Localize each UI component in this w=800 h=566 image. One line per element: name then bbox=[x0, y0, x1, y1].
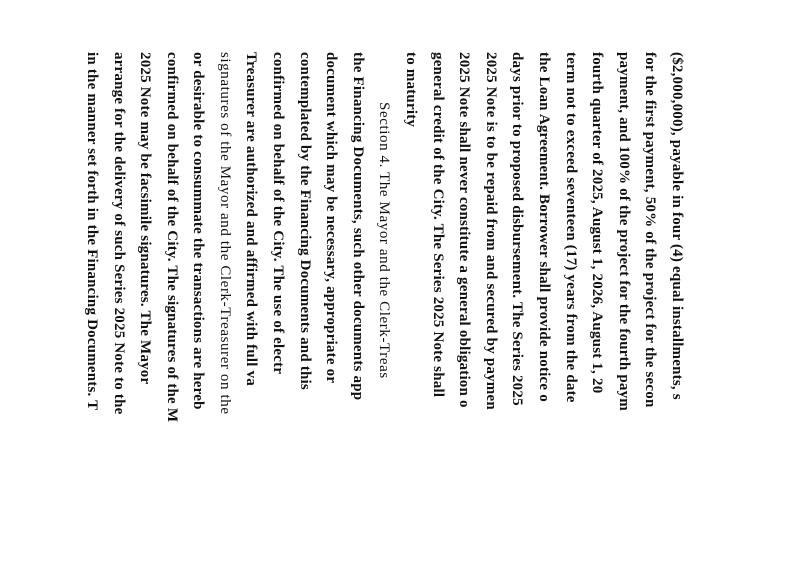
section-heading-line: Section 4. The Mayor and the Clerk-Treas bbox=[376, 102, 393, 379]
text-line: ($2,000,000), payable in four (4) equal installments, s bbox=[669, 52, 685, 400]
text-line: days prior to proposed disbursement. The Series 2025 bbox=[509, 52, 526, 406]
text-line: in the manner set forth in the Financing Documents. T bbox=[83, 52, 100, 411]
text-line: fourth quarter of 2025, August 1, 2026, August 1, 20 bbox=[589, 52, 606, 394]
text-line: arrange for the delivery of such Series 2025 Note to the bbox=[110, 52, 127, 415]
text-line: or desirable to consummate the transactions are hereb bbox=[190, 52, 207, 410]
text-line: confirmed on behalf of the City. The signatures of the M bbox=[163, 52, 180, 423]
text-line: general credit of the City. The Series 2025 Note shall bbox=[429, 52, 446, 398]
text-line: to maturity bbox=[403, 52, 420, 128]
text-line: signatures of the Mayor and the Clerk-Treasurer on the bbox=[216, 52, 233, 415]
text-line: Treasurer are authorized and affirmed with full va bbox=[243, 52, 260, 387]
text-line: for the first payment, 50% of the project for the secon bbox=[642, 52, 659, 408]
text-line: term not to exceed seventeen (17) years from the date bbox=[562, 52, 579, 403]
text-line: 2025 Note shall never constitute a general obligation o bbox=[456, 52, 473, 408]
document-body bbox=[78, 52, 690, 566]
text-line: 2025 Note may be facsimile signatures. The Mayor bbox=[137, 52, 154, 385]
text-line: the Financing Documents, such other documents app bbox=[349, 52, 366, 401]
text-line: payment, and 100% of the project for the fourth paym bbox=[615, 52, 632, 411]
text-line: document which may be necessary, appropriate or bbox=[323, 52, 340, 384]
text-line: the Loan Agreement. Borrower shall provide notice o bbox=[536, 52, 553, 402]
text-line: contemplated by the Financing Documents and this bbox=[296, 52, 313, 390]
text-line: confirmed on behalf of the City. The use of electr bbox=[270, 52, 287, 375]
text-line: 2025 Note is to be repaid from and secured by paymen bbox=[482, 52, 499, 410]
